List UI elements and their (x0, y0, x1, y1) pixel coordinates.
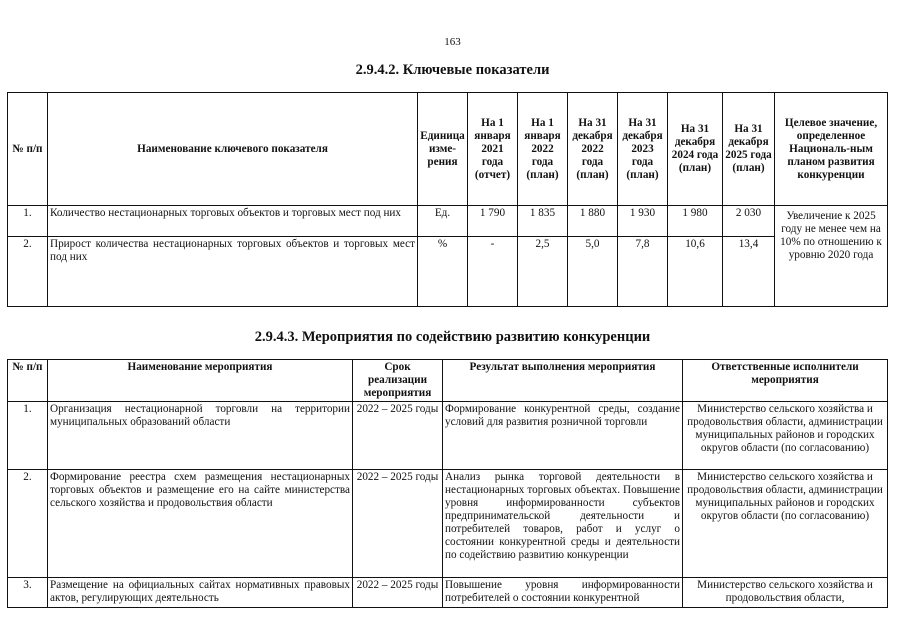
row-num: 1. (8, 206, 48, 237)
row-2021: - (468, 237, 518, 307)
row-dec-2023: 7,8 (618, 237, 668, 307)
header-dec-2024: На 31 декабря 2024 года (план) (668, 93, 723, 206)
table-row (8, 237, 888, 307)
row-num: 2. (8, 470, 48, 578)
key-indicators-table (7, 92, 888, 307)
row-dec-2024: 10,6 (668, 237, 723, 307)
row-num: 1. (8, 402, 48, 470)
table-header-row (8, 93, 888, 206)
table-row (8, 578, 888, 608)
row-measure-name: Формирование реестра схем размещения нестационарных торговых объектов и размещение его на сайте министерства сельского хозяйства и продовольствия области (48, 470, 353, 578)
row-dec-2024: 1 980 (668, 206, 723, 237)
row-responsible: Министерство сельского хозяйства и продовольствия области, (683, 578, 888, 608)
table-header-row (8, 360, 888, 402)
row-indicator-name: Количество нестационарных торговых объектов и торговых мест под них (48, 206, 418, 237)
row-dec-2025: 2 030 (723, 206, 775, 237)
section-title-measures: 2.9.4.3. Мероприятия по содействию развитию конкуренции (254, 329, 651, 345)
row-num: 2. (8, 237, 48, 307)
header-dec-2023: На 31 декабря 2023 года (план) (618, 93, 668, 206)
row-2022: 1 835 (518, 206, 568, 237)
table-row (8, 206, 888, 237)
row-result: Повышение уровня информированности потребителей о состоянии конкурентной (443, 578, 683, 608)
row-term: 2022 – 2025 годы (353, 402, 443, 470)
measures-table (7, 359, 888, 608)
row-unit: % (418, 237, 468, 307)
row-2021: 1 790 (468, 206, 518, 237)
header-2022: На 1 января 2022 года (план) (518, 93, 568, 206)
row-responsible: Министерство сельского хозяйства и продовольствия области, администрации муниципальных районов и городских округов области (по согласованию) (683, 402, 888, 470)
row-dec-2022: 5,0 (568, 237, 618, 307)
section-title-key-indicators: 2.9.4.2. Ключевые показатели (355, 62, 550, 78)
row-term: 2022 – 2025 годы (353, 578, 443, 608)
row-dec-2023: 1 930 (618, 206, 668, 237)
row-result: Анализ рынка торговой деятельности в нестационарных торговых объектах. Повышение уровня информированности субъектов предпринимательской деятельности и потребителей товаров, работ и услуг о состоянии конкурентной среды и деятельности по содействию развитию конкуренции (443, 470, 683, 578)
header-result: Результат выполнения мероприятия (443, 360, 683, 402)
header-unit: Единица изме-рения (418, 93, 468, 206)
row-measure-name: Организация нестационарной торговли на территории муниципальных образований области (48, 402, 353, 470)
header-dec-2022: На 31 декабря 2022 года (план) (568, 93, 618, 206)
row-num: 3. (8, 578, 48, 608)
row-responsible: Министерство сельского хозяйства и продовольствия области, администрации муниципальных районов и городских округов области (по согласованию) (683, 470, 888, 578)
header-indicator-name: Наименование ключевого показателя (48, 93, 418, 206)
header-term: Срок реализации мероприятия (353, 360, 443, 402)
header-measure-name: Наименование мероприятия (48, 360, 353, 402)
row-term: 2022 – 2025 годы (353, 470, 443, 578)
row-indicator-name: Прирост количества нестационарных торговых объектов и торговых мест под них (48, 237, 418, 307)
target-value: Увеличение к 2025 году не менее чем на 10% по отношению к уровню 2020 года (775, 206, 888, 307)
row-dec-2025: 13,4 (723, 237, 775, 307)
header-num: № п/п (8, 360, 48, 402)
row-measure-name: Размещение на официальных сайтах нормативных правовых актов, регулирующих деятельность (48, 578, 353, 608)
row-2022: 2,5 (518, 237, 568, 307)
row-unit: Ед. (418, 206, 468, 237)
header-2021: На 1 января 2021 года (отчет) (468, 93, 518, 206)
header-num: № п/п (8, 93, 48, 206)
header-responsible: Ответственные исполнители мероприятия (683, 360, 888, 402)
row-result: Формирование конкурентной среды, создание условий для развития розничной торговли (443, 402, 683, 470)
page-number: 163 (444, 36, 461, 48)
table-row (8, 470, 888, 578)
row-dec-2022: 1 880 (568, 206, 618, 237)
header-target: Целевое значение, определенное Националь-ным планом развития конкуренции (775, 93, 888, 206)
table-row (8, 402, 888, 470)
header-dec-2025: На 31 декабря 2025 года (план) (723, 93, 775, 206)
